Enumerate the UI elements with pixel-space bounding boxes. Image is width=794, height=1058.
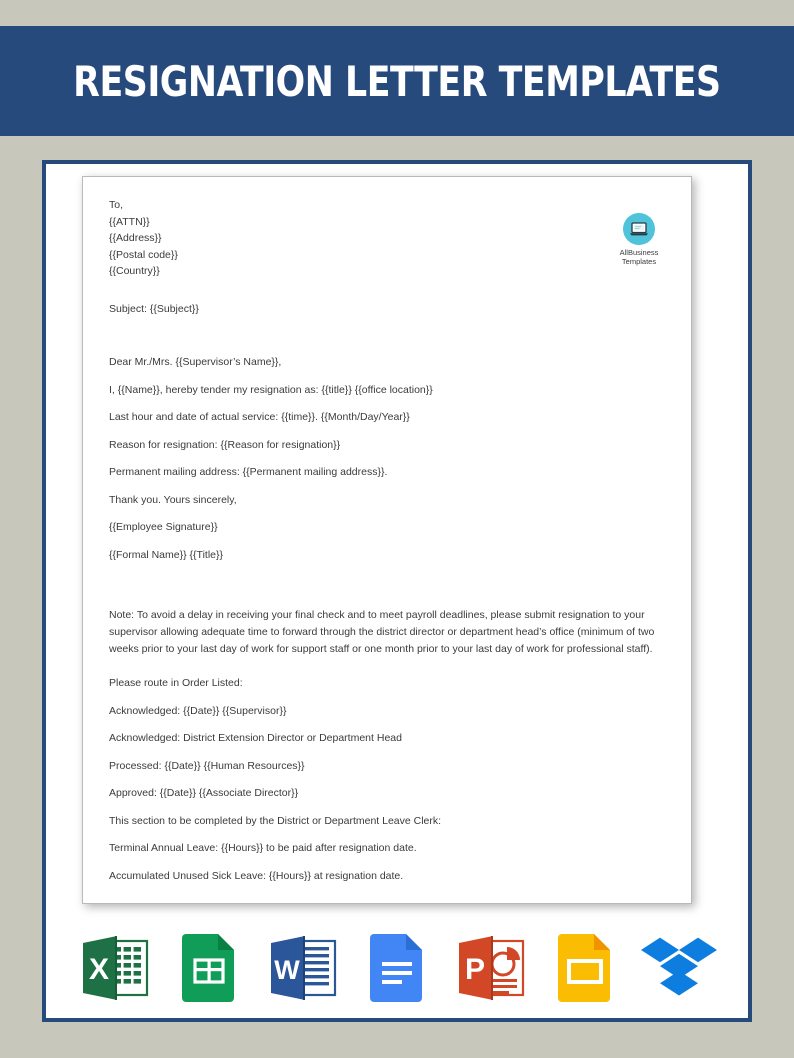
body-line-reason: Reason for resignation: {{Reason for resignation}} (109, 438, 341, 451)
routing-line-approved: Approved: {{Date}} {{Associate Director}} (109, 787, 299, 799)
address-line: {{ATTN}} (109, 215, 150, 228)
body-line-formal-name: {{Formal Name}} {{Title}} (109, 548, 224, 561)
google-docs-icon[interactable] (359, 930, 435, 1006)
salutation-line: Dear Mr./Mrs. {{Supervisor’s Name}}, (109, 356, 282, 368)
microsoft-powerpoint-icon[interactable] (453, 930, 529, 1006)
routing-line-processed: Processed: {{Date}} {{Human Resources}} (109, 759, 305, 772)
document-body (109, 197, 673, 884)
routing-line-acknowledged-supervisor: Acknowledged: {{Date}} {{Supervisor}} (109, 704, 287, 717)
svg-text:X: X (88, 953, 110, 986)
logo-label-line2: Templates (621, 257, 657, 266)
body-line-last-service: Last hour and date of actual service: {{time}}. {{Month/Day/Year}} (109, 411, 410, 423)
address-line: {{Address}} (109, 232, 162, 244)
file-format-icon-row (46, 920, 748, 1016)
routing-line-leave-clerk: This section to be completed by the District or Department Leave Clerk: (109, 814, 442, 827)
address-line: {{Postal code}} (109, 248, 178, 261)
dropbox-icon[interactable] (641, 930, 717, 1006)
routing-line-sick-leave: Accumulated Unused Sick Leave: {{Hours}} at resignation date. (109, 869, 404, 882)
body-line-employee-signature: {{Employee Signature}} (109, 521, 218, 533)
address-line: To, (109, 199, 124, 211)
svg-text:W: W (274, 955, 300, 985)
page-title: RESIGNATION LETTER TEMPLATES (73, 56, 721, 106)
routing-line-order-listed: Please route in Order Listed: (109, 677, 243, 689)
recipient-address-block (109, 197, 673, 280)
svg-text:P: P (464, 953, 486, 986)
header-banner (0, 26, 794, 136)
routing-line-terminal-annual-leave: Terminal Annual Leave: {{Hours}} to be paid after resignation date. (109, 842, 417, 854)
routing-line-acknowledged-director: Acknowledged: District Extension Director or Department Head (109, 732, 402, 744)
body-line-mailing-address: Permanent mailing address: {{Permanent mailing address}}. (109, 466, 388, 478)
template-preview-card[interactable] (42, 160, 752, 1022)
google-sheets-icon[interactable] (171, 930, 247, 1006)
document-page[interactable] (82, 176, 692, 904)
google-slides-icon[interactable] (547, 930, 623, 1006)
note-paragraph: Note: To avoid a delay in receiving your final check and to meet payroll deadlines, please submit resignation to your supervisor allowing adequate time to forward through the district director or department head’s office (minimum of two weeks prior to your last day of work for support staff or one month prior to your last day of work for professional staff). (109, 609, 655, 655)
subject-line: Subject: {{Subject}} (109, 302, 199, 315)
microsoft-excel-icon[interactable] (77, 930, 153, 1006)
address-line: {{Country}} (109, 265, 160, 277)
logo-label-line1: AllBusiness (619, 248, 659, 257)
body-line-resignation-as: I, {{Name}}, hereby tender my resignation as: {{title}} {{office location}} (109, 383, 433, 396)
microsoft-word-icon[interactable] (265, 930, 341, 1006)
body-line-thank-you: Thank you. Yours sincerely, (109, 493, 237, 506)
